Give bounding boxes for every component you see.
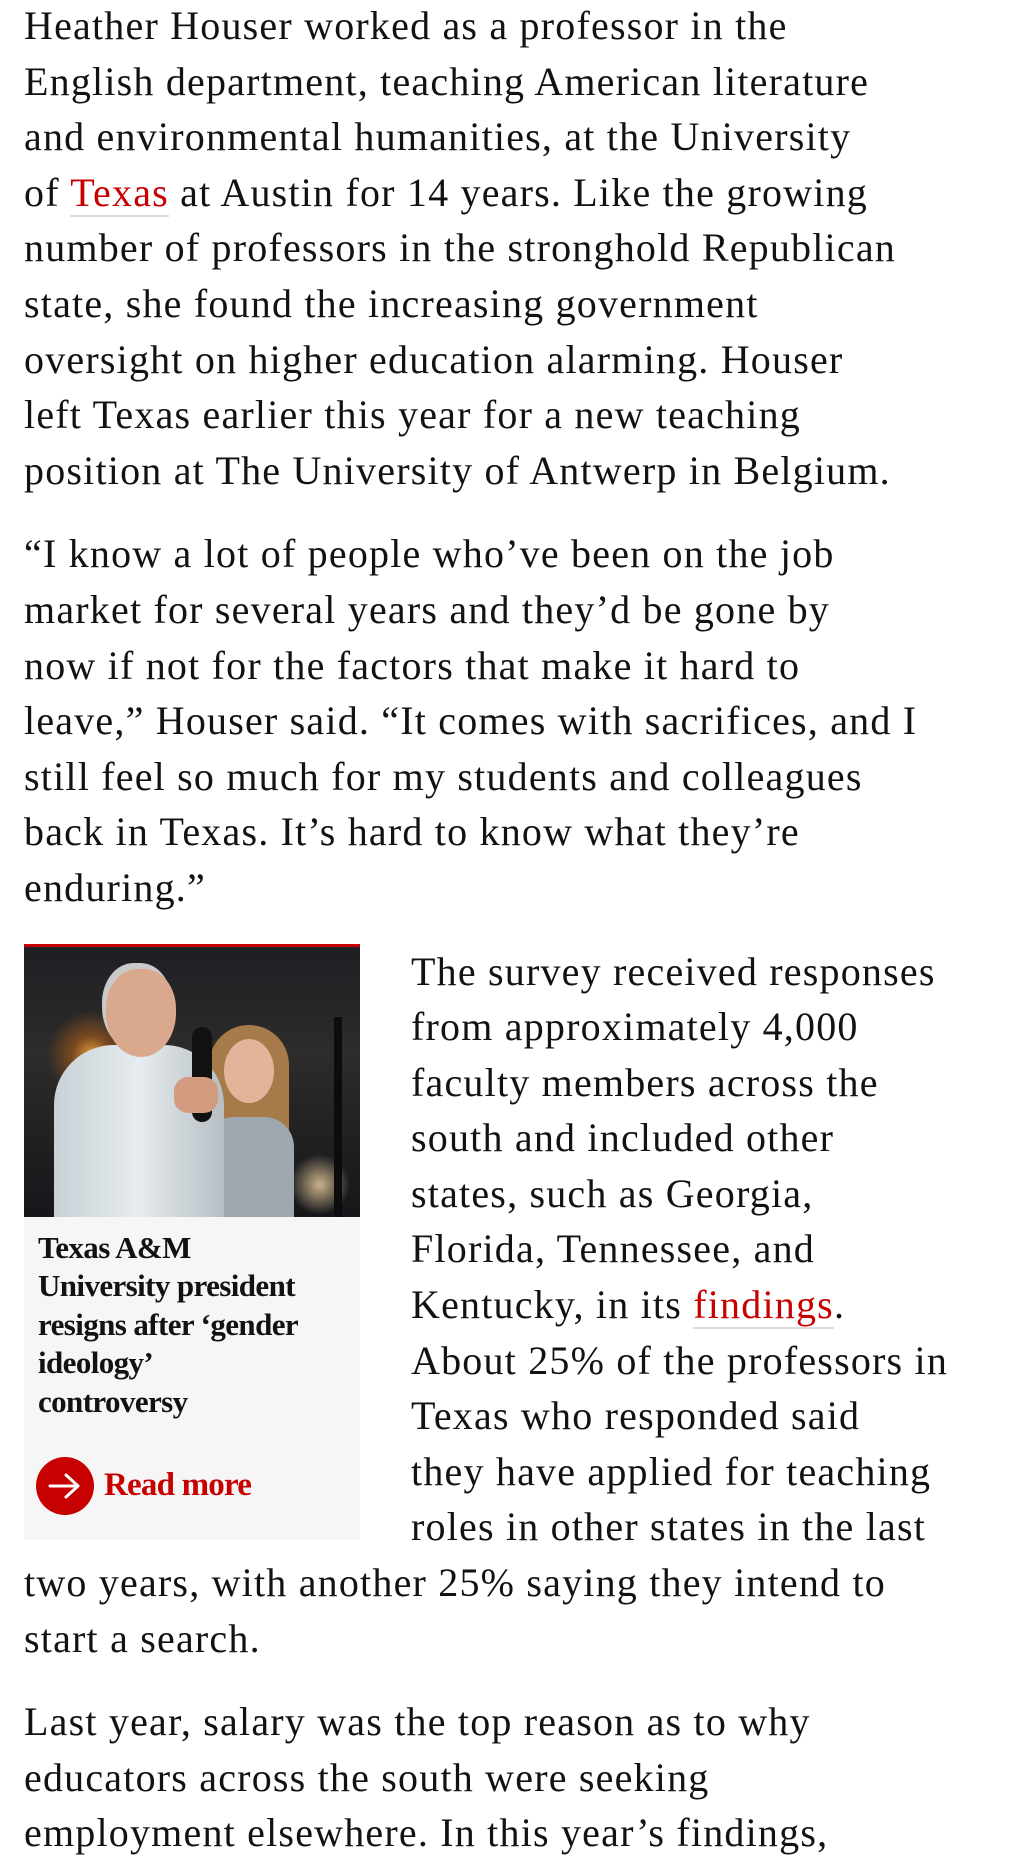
- text-segment: market for several years and they’d be gone by: [24, 586, 831, 632]
- text-line: [24, 1805, 1010, 1861]
- text-line: [24, 804, 1010, 860]
- text-segment: they have applied for teaching: [411, 1448, 932, 1494]
- text-line: [24, 582, 1010, 638]
- text-line: [24, 1611, 1010, 1667]
- paragraph: [24, 1694, 1010, 1861]
- arrow-right-icon: [36, 1457, 94, 1515]
- text-segment: states, such as Georgia,: [411, 1170, 814, 1216]
- text-segment: leave,” Houser said. “It comes with sacrifices, and I: [24, 698, 918, 744]
- text-segment: still feel so much for my students and colleagues: [24, 753, 863, 799]
- card-title-line: Texas A&M: [38, 1229, 191, 1265]
- text-line: [24, 0, 1010, 54]
- text-segment: “I know a lot of people who’ve been on the job: [24, 531, 835, 577]
- text-line: [24, 109, 1010, 165]
- text-segment: employment elsewhere. In this year’s findings,: [24, 1810, 829, 1856]
- inline-link[interactable]: findings: [693, 1282, 834, 1328]
- text-segment: at Austin for 14 years. Like the growing: [168, 169, 868, 215]
- text-segment: two years, with another 25% saying they intend to: [24, 1560, 886, 1606]
- photo-man-head: [106, 969, 176, 1057]
- text-line: [24, 526, 1010, 582]
- text-line: [24, 387, 1010, 443]
- paragraph: [24, 0, 1010, 498]
- text-line: [24, 220, 1010, 276]
- text-segment: start a search.: [24, 1615, 261, 1661]
- text-line: [24, 54, 1010, 110]
- card-title-line: controversy: [38, 1383, 188, 1419]
- text-line: [24, 332, 1010, 388]
- text-segment: and environmental humanities, at the University: [24, 114, 852, 160]
- text-line: [24, 749, 1010, 805]
- text-segment: left Texas earlier this year for a new teaching: [24, 392, 801, 438]
- text-segment: Florida, Tennessee, and: [411, 1226, 815, 1272]
- photo-woman-face: [224, 1039, 274, 1103]
- text-line: [24, 1750, 1010, 1806]
- text-segment: oversight on higher education alarming. Houser: [24, 336, 844, 382]
- text-line: [24, 693, 1010, 749]
- text-segment: educators across the south were seeking: [24, 1754, 710, 1800]
- card-title-line: ideology’: [38, 1345, 154, 1380]
- text-segment: state, she found the increasing government: [24, 280, 759, 326]
- text-segment: Heather Houser worked as a professor in the: [24, 3, 788, 48]
- text-segment: About 25% of the professors in: [411, 1337, 949, 1383]
- text-segment: now if not for the factors that make it hard to: [24, 642, 801, 688]
- text-segment: enduring.”: [24, 864, 206, 910]
- text-segment: English department, teaching American literature: [24, 58, 870, 104]
- text-segment: of: [24, 169, 71, 215]
- text-line: [24, 860, 1010, 916]
- text-segment: roles in other states in the last: [411, 1504, 927, 1550]
- read-more-label: Read more: [104, 1466, 252, 1503]
- text-line: [24, 1694, 1010, 1750]
- text-segment: back in Texas. It’s hard to know what they’re: [24, 809, 800, 855]
- text-line: [24, 1555, 1010, 1611]
- inline-link[interactable]: Texas: [70, 169, 169, 215]
- text-segment: The survey received responses: [411, 948, 936, 994]
- related-article-card[interactable]: [24, 944, 360, 1540]
- text-line: [24, 443, 1010, 499]
- text-segment: .: [833, 1282, 846, 1328]
- paragraph: [24, 526, 1010, 915]
- text-segment: number of professors in the stronghold Republican: [24, 225, 896, 271]
- photo-mic-stand: [334, 1017, 342, 1217]
- card-title-line: University president: [38, 1268, 295, 1303]
- read-more-link[interactable]: [36, 1457, 251, 1515]
- photo-hand: [174, 1077, 218, 1113]
- related-article-title[interactable]: [24, 1217, 360, 1422]
- paragraph: [24, 944, 1010, 1667]
- text-segment: Last year, salary was the top reason as to why: [24, 1699, 811, 1745]
- related-article-image: [24, 947, 360, 1217]
- text-line: [24, 165, 1010, 221]
- text-line: [24, 638, 1010, 694]
- text-segment: from approximately 4,000: [411, 1004, 859, 1050]
- text-segment: Kentucky, in its: [411, 1282, 694, 1328]
- text-segment: position at The University of Antwerp in Belgium.: [24, 447, 891, 493]
- text-line: [24, 276, 1010, 332]
- card-title-line: resigns after ‘gender: [38, 1306, 299, 1342]
- text-segment: faculty members across the: [411, 1059, 879, 1105]
- text-segment: south and included other: [411, 1115, 835, 1161]
- text-segment: Texas who responded said: [411, 1393, 861, 1439]
